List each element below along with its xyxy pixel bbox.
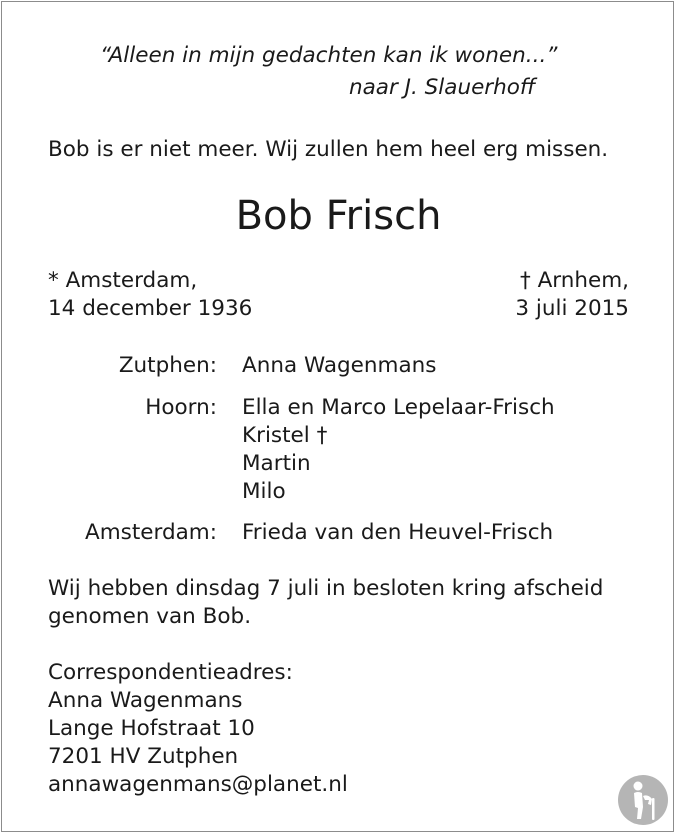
- birth-date: 14 december 1936: [48, 296, 253, 321]
- quote-text: “Alleen in mijn gedachten kan ik wonen...”: [100, 43, 558, 68]
- obituary-card: [1, 1, 674, 832]
- family-place: Hoorn:: [145, 395, 217, 420]
- farewell-line: Wij hebben dinsdag 7 juli in besloten kring afscheid: [48, 576, 604, 601]
- farewell-line: genomen van Bob.: [48, 604, 252, 629]
- death-date: 3 juli 2015: [515, 296, 629, 321]
- family-member: Anna Wagenmans: [242, 353, 437, 378]
- family-member: Ella en Marco Lepelaar-Frisch: [242, 395, 555, 420]
- death-place: † Arnhem,: [519, 268, 629, 293]
- family-member: Milo: [242, 479, 286, 504]
- correspondence-email: annawagenmans@planet.nl: [48, 772, 348, 797]
- family-member: Martin: [242, 451, 311, 476]
- correspondence-line: Lange Hofstraat 10: [48, 716, 255, 741]
- family-place: Amsterdam:: [85, 520, 217, 545]
- family-member: Kristel †: [242, 423, 328, 448]
- family-member: Frieda van den Heuvel-Frisch: [242, 520, 554, 545]
- birth-place: * Amsterdam,: [48, 268, 198, 293]
- memorial-figure-icon: [617, 774, 669, 826]
- quote-author: naar J. Slauerhoff: [349, 75, 536, 100]
- correspondence-line: 7201 HV Zutphen: [48, 744, 239, 769]
- correspondence-line: Anna Wagenmans: [48, 688, 243, 713]
- intro-text: Bob is er niet meer. Wij zullen hem heel erg missen.: [48, 137, 609, 162]
- deceased-name: Bob Frisch: [235, 193, 442, 239]
- family-place: Zutphen:: [118, 353, 217, 378]
- correspondence-heading: Correspondentieadres:: [48, 660, 293, 685]
